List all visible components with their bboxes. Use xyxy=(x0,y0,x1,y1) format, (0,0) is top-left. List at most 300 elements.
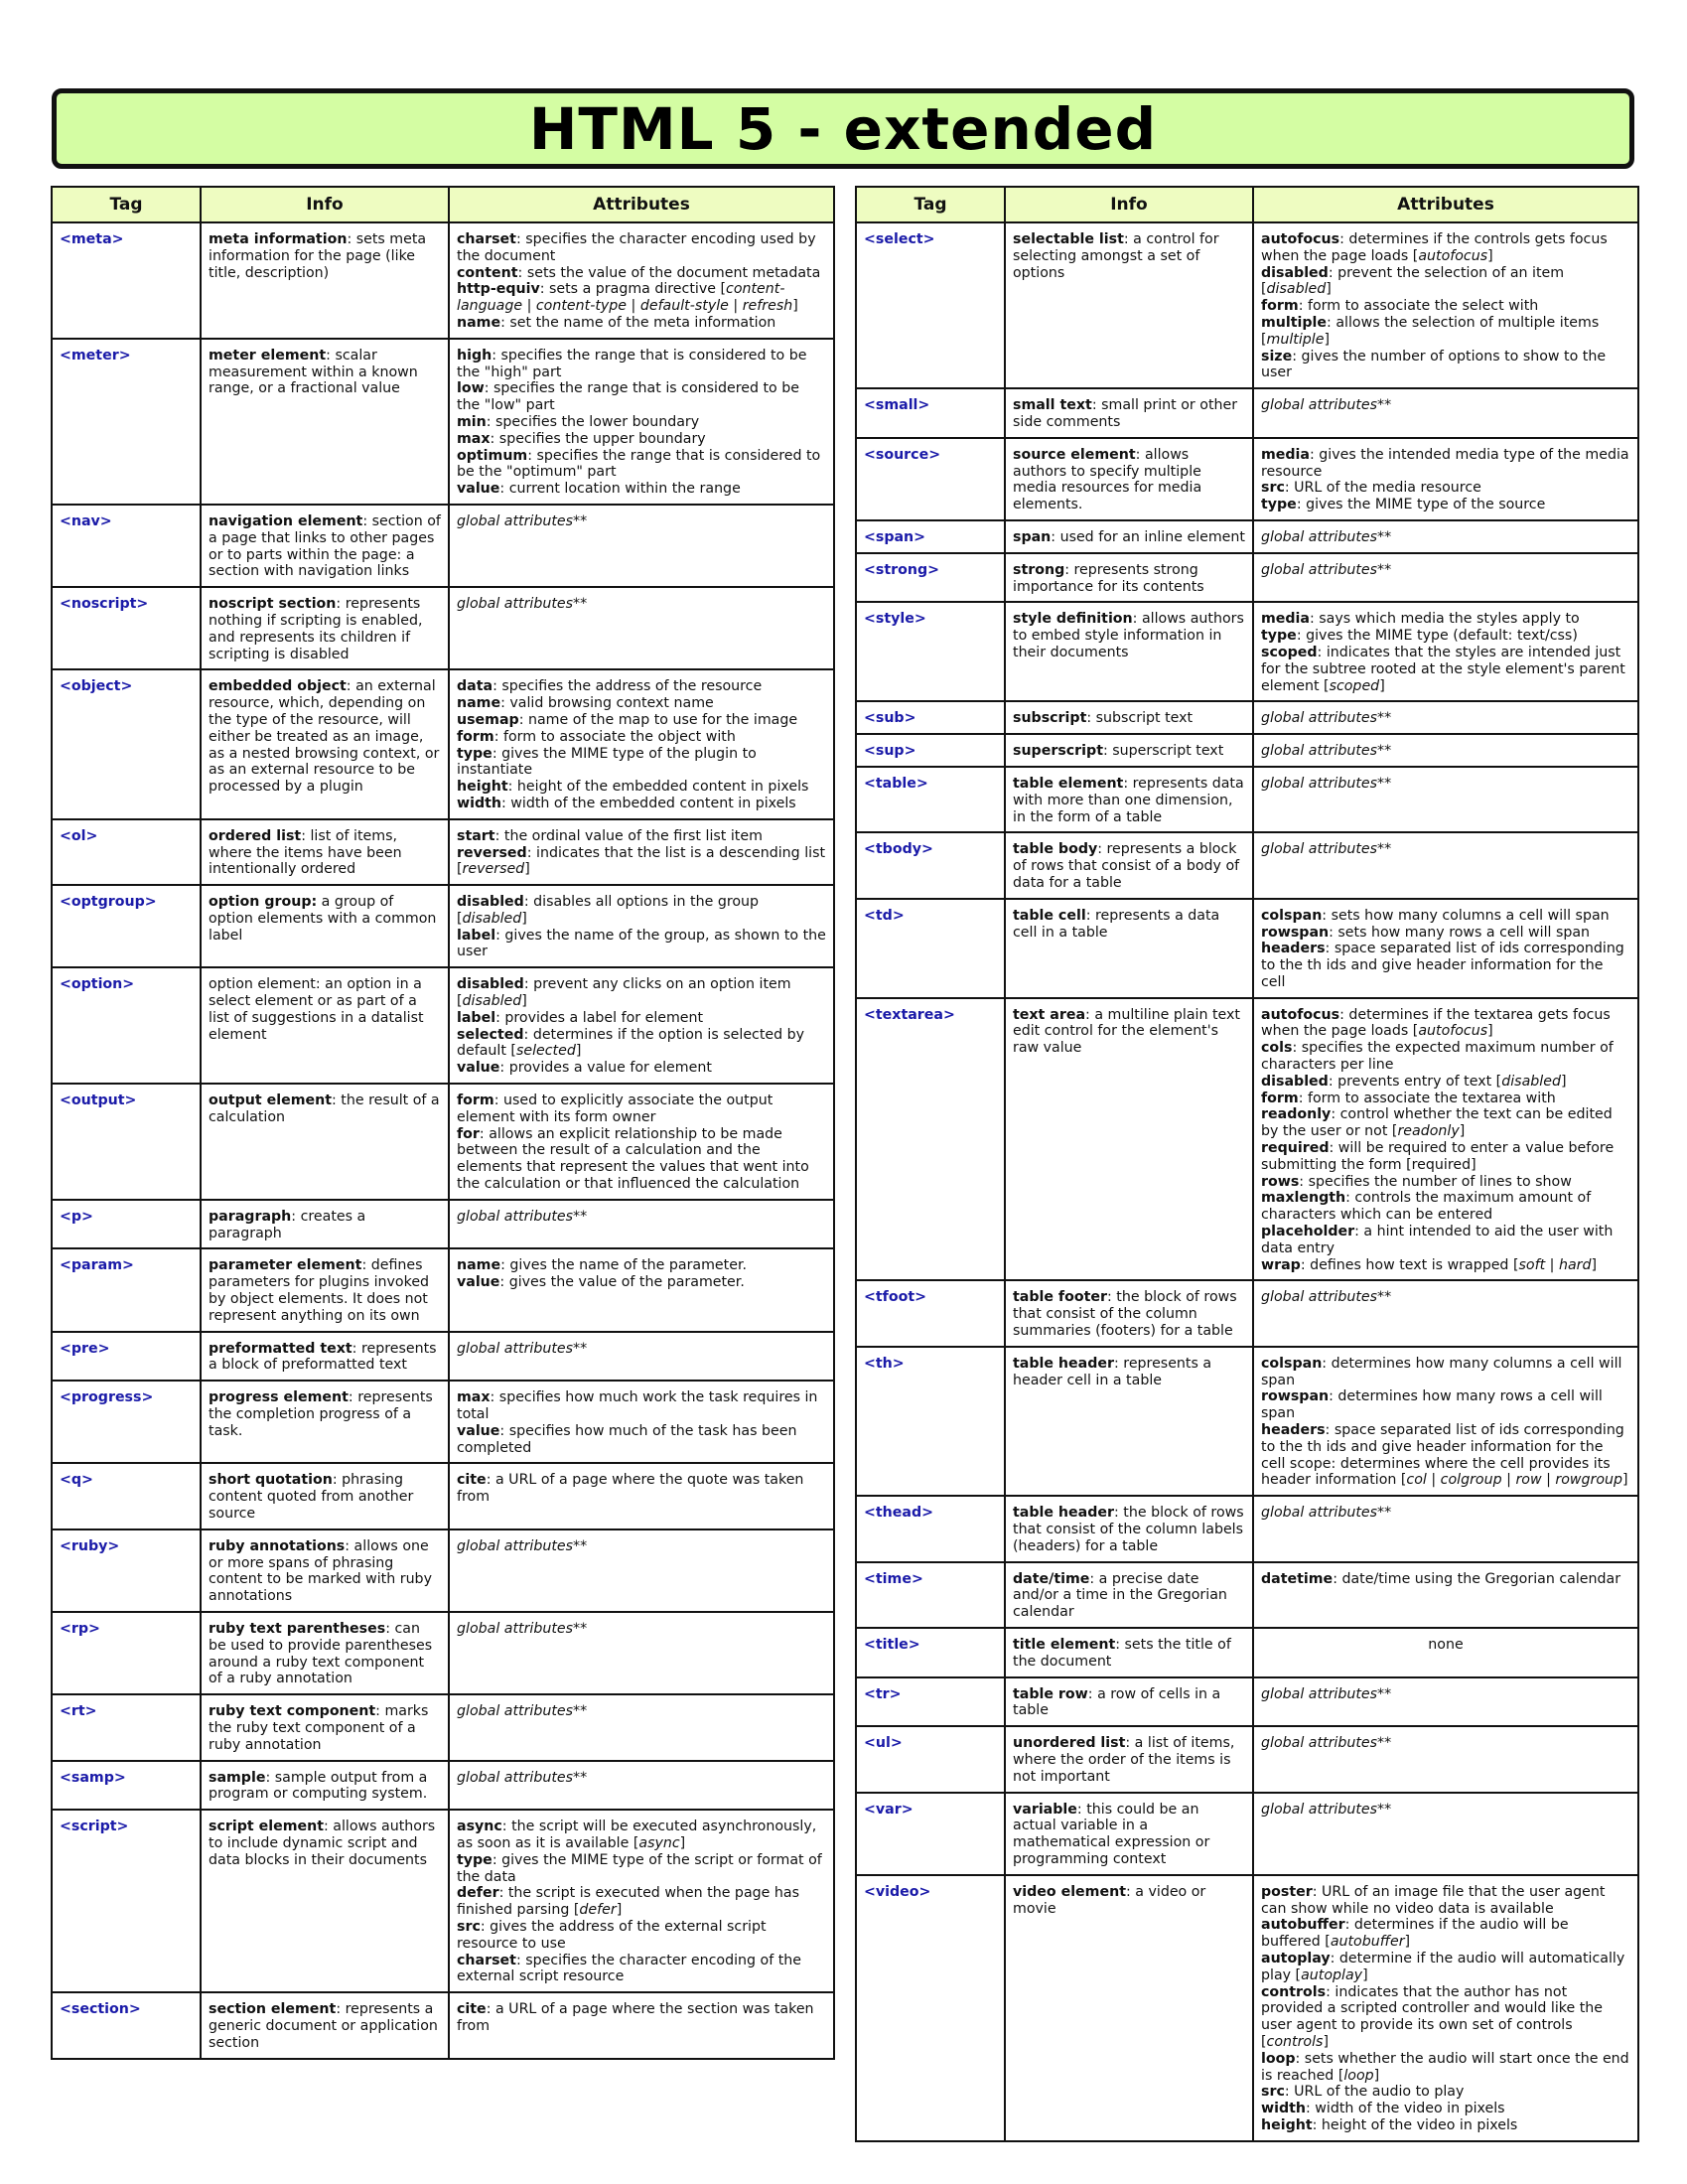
text: : a precise date and/or a time in the Gregorian calendar xyxy=(1013,1570,1227,1621)
text: global attributes** xyxy=(1261,1735,1392,1752)
tag-info xyxy=(201,885,449,967)
term: strong xyxy=(1013,561,1065,578)
text: : determines if the audio will be buffered [ xyxy=(1261,1917,1569,1951)
text: readonly xyxy=(1397,1123,1460,1140)
tag-attributes xyxy=(449,1381,834,1463)
tag-info xyxy=(1005,388,1253,438)
text: : the script will be executed asynchronously, as soon as it is available [ xyxy=(457,1819,817,1851)
tag-attributes xyxy=(1253,998,1638,1281)
term: label xyxy=(457,927,496,944)
tag-info xyxy=(1005,520,1253,553)
tag-name: <meter> xyxy=(52,339,201,505)
term: controls xyxy=(1261,1983,1327,2000)
term: autofocus xyxy=(1261,1006,1340,1023)
text: : the ordinal value of the first list item xyxy=(494,827,763,844)
tag-attributes xyxy=(1253,1793,1638,1875)
term: navigation element xyxy=(209,512,363,529)
text: ] xyxy=(1459,1123,1466,1140)
text: none xyxy=(1428,1636,1464,1653)
tag-info xyxy=(201,1761,449,1811)
term: table header xyxy=(1013,1505,1115,1522)
text: ] xyxy=(679,1834,686,1851)
term: sample xyxy=(209,1769,266,1786)
tag-info xyxy=(1005,1726,1253,1792)
text: : determine if the audio will automatically play [ xyxy=(1261,1950,1625,1983)
table-row xyxy=(52,1381,834,1463)
text: ] xyxy=(792,298,798,315)
table-row xyxy=(52,1463,834,1529)
table-row xyxy=(856,832,1638,898)
term: name xyxy=(457,695,501,712)
text: : specifies the expected maximum number of characters per line xyxy=(1261,1040,1614,1074)
term: disabled xyxy=(1261,264,1329,281)
text: | xyxy=(627,298,640,315)
text: : sample output from a program or computing system. xyxy=(209,1769,428,1803)
tag-name: <ul> xyxy=(856,1726,1005,1792)
text: : height of the video in pixels xyxy=(1312,2116,1518,2133)
term: type xyxy=(1261,628,1297,645)
text: : provides a value for element xyxy=(499,1060,712,1077)
tag-info xyxy=(1005,553,1253,603)
text: : section of a page that links to other pages or to parts within the page: a section with navigation links xyxy=(209,512,441,580)
term: parameter element xyxy=(209,1257,362,1274)
tag-attributes xyxy=(449,1761,834,1811)
tag-info xyxy=(1005,1280,1253,1346)
title-banner xyxy=(52,88,1634,169)
text: ] xyxy=(1379,677,1385,694)
term: source element xyxy=(1013,446,1136,463)
text: global attributes** xyxy=(457,1340,588,1357)
table-row xyxy=(52,222,834,339)
table-row xyxy=(52,339,834,505)
text: : defines how text is wrapped [ xyxy=(1300,1256,1519,1273)
tag-name: <var> xyxy=(856,1793,1005,1875)
tag-attributes xyxy=(449,1084,834,1200)
text: | xyxy=(1501,1472,1516,1489)
term: span xyxy=(1013,528,1052,545)
text: global attributes** xyxy=(457,1769,588,1786)
text: : specifies how much of the task has been completed xyxy=(457,1422,797,1456)
text: : specifies the character encoding used by the document xyxy=(457,231,816,264)
tag-name: <noscript> xyxy=(52,587,201,669)
text: content-type xyxy=(535,298,628,315)
text: disabled xyxy=(1501,1073,1561,1090)
term: selected xyxy=(457,1026,524,1043)
text: : gives the name of the group, as shown to the user xyxy=(457,927,826,960)
tag-attributes xyxy=(449,1612,834,1694)
text: ] xyxy=(1404,1934,1411,1951)
tag-info xyxy=(1005,222,1253,388)
tag-info xyxy=(201,1084,449,1200)
tag-name: <td> xyxy=(856,899,1005,998)
tag-info xyxy=(1005,1677,1253,1727)
tag-info xyxy=(1005,998,1253,1281)
text: : will be required to enter a value before submitting the form [required] xyxy=(1261,1140,1615,1173)
term: style definition xyxy=(1013,611,1133,628)
text: : space separated list of ids corresponding to the th ids and give header information for the cell scope: determines where the cell provides its header information [ xyxy=(1261,1422,1624,1489)
text: : date/time using the Gregorian calendar xyxy=(1333,1570,1621,1587)
term: media xyxy=(1261,611,1310,628)
term: type xyxy=(457,1851,492,1868)
tag-name: <script> xyxy=(52,1810,201,1992)
tag-name: <nav> xyxy=(52,505,201,587)
text: multiple xyxy=(1266,331,1325,348)
text: : defines parameters for plugins invoked by object elements. It does not represent anything on its own xyxy=(209,1257,430,1324)
text: | xyxy=(1426,1472,1441,1489)
text: global attributes** xyxy=(1261,775,1392,792)
table-row xyxy=(856,1875,1638,2141)
text: global attributes** xyxy=(1261,841,1392,858)
header-tag: Tag xyxy=(856,187,1005,222)
text: : gives the number of options to show to the user xyxy=(1261,348,1607,381)
term: label xyxy=(457,1009,496,1026)
text: : control whether the text can be edited by the user or not [ xyxy=(1261,1106,1613,1140)
text: : sets the value of the document metadata xyxy=(517,264,821,281)
term: defer xyxy=(457,1885,499,1902)
term: max xyxy=(457,430,491,447)
table-row xyxy=(52,1761,834,1811)
text: autobuffer xyxy=(1330,1934,1405,1951)
tag-name: <p> xyxy=(52,1200,201,1249)
tag-name: <strong> xyxy=(856,553,1005,603)
text: : URL of an image file that the user agent can show while no video data is available xyxy=(1261,1883,1606,1917)
tag-attributes xyxy=(1253,1628,1638,1677)
text: : specifies the range that is considered to be the "high" part xyxy=(457,347,807,380)
tag-info xyxy=(201,1612,449,1694)
tag-info xyxy=(1005,1628,1253,1677)
tag-attributes xyxy=(1253,1726,1638,1792)
tag-name: <pre> xyxy=(52,1332,201,1382)
term: width xyxy=(1261,2101,1307,2117)
tag-attributes xyxy=(1253,520,1638,553)
tag-info xyxy=(1005,832,1253,898)
term: reversed xyxy=(457,844,527,861)
tag-attributes xyxy=(1253,438,1638,520)
text: : a multiline plain text edit control for the element's raw value xyxy=(1013,1006,1240,1057)
tag-table-left xyxy=(51,186,835,2060)
text: global attributes** xyxy=(457,596,588,613)
text: global attributes** xyxy=(457,1537,588,1554)
table-row xyxy=(52,1332,834,1382)
text: : sets whether the audio will start once the end is reached [ xyxy=(1261,2050,1629,2084)
text: : specifies the character encoding of the external script resource xyxy=(457,1952,802,1985)
term: multiple xyxy=(1261,314,1328,331)
text: global attributes** xyxy=(1261,743,1392,760)
term: form xyxy=(457,1092,494,1109)
text: : a row of cells in a table xyxy=(1013,1685,1221,1719)
term: superscript xyxy=(1013,743,1103,760)
text: : allows authors to embed style information in their documents xyxy=(1013,611,1244,660)
term: section element xyxy=(209,2001,337,2018)
text: global attributes** xyxy=(1261,1685,1392,1702)
term: autobuffer xyxy=(1261,1917,1345,1934)
text: disabled xyxy=(1266,281,1327,298)
text: ] xyxy=(1326,281,1332,298)
text: ] xyxy=(616,1902,623,1919)
tag-attributes xyxy=(449,339,834,505)
text: : indicates that the styles are intended just for the subtree rooted at the style element's parent element [ xyxy=(1261,644,1625,694)
term: value xyxy=(457,481,500,498)
text: : represents the completion progress of a task. xyxy=(209,1389,433,1439)
tag-info xyxy=(201,669,449,818)
tag-name: <object> xyxy=(52,669,201,818)
text: global attributes** xyxy=(1261,528,1392,545)
term: disabled xyxy=(457,894,524,911)
text: ] xyxy=(1622,1472,1628,1489)
text: soft xyxy=(1518,1256,1546,1273)
tag-name: <tbody> xyxy=(856,832,1005,898)
text: : determines if the textarea gets focus when the page loads [ xyxy=(1261,1006,1611,1040)
term: type xyxy=(457,745,492,762)
term: height xyxy=(457,779,508,796)
tag-info xyxy=(201,1332,449,1382)
text: : represents strong importance for its contents xyxy=(1013,561,1204,595)
term: title element xyxy=(1013,1636,1116,1653)
tag-info xyxy=(201,587,449,669)
term: autofocus xyxy=(1261,231,1340,247)
text: reversed xyxy=(462,861,525,878)
text: ] xyxy=(1324,331,1331,348)
table-row xyxy=(52,819,834,885)
tag-info xyxy=(201,1694,449,1760)
tag-attributes xyxy=(1253,222,1638,388)
term: paragraph xyxy=(209,1208,292,1225)
tag-name: <ol> xyxy=(52,819,201,885)
tag-name: <samp> xyxy=(52,1761,201,1811)
term: data xyxy=(457,678,493,695)
table-row xyxy=(856,1628,1638,1677)
text: : determines if the option is selected by default [ xyxy=(457,1026,805,1060)
tag-info xyxy=(201,505,449,587)
text: : a control for selecting amongst a set of options xyxy=(1013,231,1219,281)
text: autofocus xyxy=(1418,247,1488,264)
text: colgroup xyxy=(1440,1472,1502,1489)
term: scoped xyxy=(1261,644,1318,660)
text: autofocus xyxy=(1418,1023,1488,1040)
table-row xyxy=(52,587,834,669)
tag-attributes xyxy=(1253,1562,1638,1628)
text: ] xyxy=(524,861,530,878)
term: rows xyxy=(1261,1173,1300,1190)
text: : indicates that the author has not provided a scripted controller and would like the user agent to provide its own set of controls [ xyxy=(1261,1983,1604,2050)
text: : sets how many rows a cell will span xyxy=(1329,924,1591,941)
term: table row xyxy=(1013,1685,1088,1702)
tag-attributes xyxy=(1253,832,1638,898)
text: row xyxy=(1515,1472,1542,1489)
tag-info xyxy=(1005,602,1253,701)
term: src xyxy=(457,1918,481,1935)
term: date/time xyxy=(1013,1570,1090,1587)
text: : represents a data cell in a table xyxy=(1013,907,1220,941)
text: : represents data with more than one dimension, in the form of a table xyxy=(1013,775,1244,825)
tag-info xyxy=(201,1810,449,1992)
text: : represents a block of rows that consist of a body of data for a table xyxy=(1013,841,1240,891)
tag-name: <thead> xyxy=(856,1496,1005,1561)
tag-name: <span> xyxy=(856,520,1005,553)
text: : determines how many columns a cell will span xyxy=(1261,1355,1622,1388)
term: size xyxy=(1261,348,1293,364)
text: : used to explicitly associate the output element with its form owner xyxy=(457,1092,773,1125)
text: : specifies the number of lines to show xyxy=(1299,1173,1572,1190)
tag-info xyxy=(201,1529,449,1612)
term: selectable list xyxy=(1013,231,1124,247)
tag-info xyxy=(201,967,449,1084)
text: : gives the address of the external script resource to use xyxy=(457,1918,767,1952)
term: wrap xyxy=(1261,1256,1301,1273)
text: : a URL of a page where the section was taken from xyxy=(457,2001,814,2034)
tag-attributes xyxy=(1253,553,1638,603)
tag-attributes xyxy=(449,505,834,587)
header-row xyxy=(856,187,1638,222)
text: ] xyxy=(1591,1256,1598,1273)
text: : represents a generic document or application section xyxy=(209,2001,438,2051)
term: form xyxy=(457,728,494,745)
text: global attributes** xyxy=(1261,1801,1392,1818)
term: headers xyxy=(1261,941,1326,957)
tag-rows xyxy=(856,222,1638,2141)
tag-attributes xyxy=(449,819,834,885)
tag-name: <small> xyxy=(856,388,1005,438)
text: : creates a paragraph xyxy=(209,1208,366,1241)
text: : allows authors to specify multiple media resources for media elements. xyxy=(1013,446,1202,513)
term: loop xyxy=(1261,2050,1296,2067)
term: width xyxy=(457,795,502,811)
term: name xyxy=(457,314,501,331)
term: meta information xyxy=(209,231,348,247)
table-row xyxy=(856,1677,1638,1727)
term: colspan xyxy=(1261,1355,1323,1372)
term: table cell xyxy=(1013,907,1086,924)
tag-attributes xyxy=(449,1463,834,1529)
tag-name: <optgroup> xyxy=(52,885,201,967)
table-row xyxy=(52,1810,834,1992)
tag-info xyxy=(201,819,449,885)
tag-info xyxy=(1005,767,1253,832)
text: : an external resource, which, depending on the type of the resource, will either be treated as an image, as a nested browsing context, or as an external resource to be processed by a plugin xyxy=(209,678,440,796)
text: : disables all options in the group [ xyxy=(457,894,760,927)
text: autoplay xyxy=(1301,1966,1363,1983)
tag-name: <video> xyxy=(856,1875,1005,2141)
text: | xyxy=(728,298,743,315)
text: : specifies the range that is considered to be the "optimum" part xyxy=(457,447,821,481)
term: ruby annotations xyxy=(209,1537,346,1554)
tag-attributes xyxy=(449,587,834,669)
text: : sets meta information for the page (like title, description) xyxy=(209,231,427,281)
text: : gives the value of the parameter. xyxy=(499,1274,745,1291)
table-row xyxy=(52,505,834,587)
tag-attributes xyxy=(449,1248,834,1331)
text: : sets how many columns a cell will span xyxy=(1322,907,1610,924)
text: : gives the MIME type of the script or format of the data xyxy=(457,1851,822,1885)
text: : valid browsing context name xyxy=(500,695,714,712)
table-row xyxy=(52,1248,834,1331)
term: rowspan xyxy=(1261,924,1330,941)
text: : gives the MIME type of the plugin to instantiate xyxy=(457,745,757,779)
text: async xyxy=(638,1834,680,1851)
tag-name: <select> xyxy=(856,222,1005,388)
tag-name: <time> xyxy=(856,1562,1005,1628)
term: optimum xyxy=(457,447,528,464)
text: : superscript text xyxy=(1102,743,1224,760)
tag-attributes xyxy=(1253,701,1638,734)
tag-attributes xyxy=(449,222,834,339)
text: : current location within the range xyxy=(499,481,741,498)
text: : name of the map to use for the image xyxy=(518,711,798,728)
text: ] xyxy=(1487,247,1493,264)
text: loop xyxy=(1343,2067,1374,2084)
tag-name: <textarea> xyxy=(856,998,1005,1281)
tag-info xyxy=(1005,1347,1253,1496)
table-row xyxy=(52,1694,834,1760)
term: content xyxy=(457,264,518,281)
tag-info xyxy=(201,222,449,339)
table-row xyxy=(856,438,1638,520)
text: : marks the ruby text component of a ruby annotation xyxy=(209,1703,429,1753)
table-row xyxy=(52,1992,834,2058)
term: disabled xyxy=(1261,1073,1329,1090)
term: charset xyxy=(457,1952,516,1968)
term: script element xyxy=(209,1819,324,1835)
text: : can be used to provide parentheses around a ruby text component of a ruby annotation xyxy=(209,1620,433,1687)
tag-info xyxy=(1005,1793,1253,1875)
text: global attributes** xyxy=(1261,710,1392,727)
text: : subscript text xyxy=(1086,710,1194,727)
text: : a URL of a page where the quote was taken from xyxy=(457,1472,804,1506)
tag-name: <sub> xyxy=(856,701,1005,734)
term: table element xyxy=(1013,775,1124,792)
text: ] xyxy=(1487,1023,1493,1040)
text: ] xyxy=(1362,1966,1368,1983)
term: low xyxy=(457,380,485,397)
tag-name: <source> xyxy=(856,438,1005,520)
term: src xyxy=(1261,2084,1285,2101)
term: disabled xyxy=(457,976,524,993)
text: ] xyxy=(521,910,527,927)
tag-info xyxy=(201,1381,449,1463)
text: : provides a label for element xyxy=(495,1009,704,1026)
text: global attributes** xyxy=(457,1208,588,1225)
tag-attributes xyxy=(449,1694,834,1760)
tag-attributes xyxy=(1253,899,1638,998)
text: : URL of the audio to play xyxy=(1284,2084,1465,2101)
text: : represents a block of preformatted text xyxy=(209,1340,437,1374)
text: default-style xyxy=(639,298,729,315)
text: : gives the MIME type (default: text/css) xyxy=(1296,628,1578,645)
tag-attributes xyxy=(449,967,834,1084)
term: http-equiv xyxy=(457,281,540,298)
text: : space separated list of ids corresponding to the th ids and give header information for the cell xyxy=(1261,941,1624,990)
text: : determines how many rows a cell will span xyxy=(1261,1388,1603,1422)
term: table body xyxy=(1013,841,1098,858)
table-row xyxy=(856,222,1638,388)
tag-attributes xyxy=(449,1529,834,1612)
header-row xyxy=(52,187,834,222)
header-info: Info xyxy=(201,187,449,222)
table-row xyxy=(856,767,1638,832)
text: disabled xyxy=(462,910,522,927)
text: : a list of items, where the order of the items is not important xyxy=(1013,1735,1235,1785)
text: ] xyxy=(1373,2067,1380,2084)
text: ] xyxy=(1560,1073,1567,1090)
text: : the result of a calculation xyxy=(209,1092,440,1125)
tag-name: <output> xyxy=(52,1084,201,1200)
term: output element xyxy=(209,1092,333,1109)
table-row xyxy=(856,602,1638,701)
tag-info xyxy=(201,339,449,505)
text: : represents nothing if scripting is enabled, and represents its children if scripting is disabled xyxy=(209,596,423,662)
text: : allows the selection of multiple items [ xyxy=(1261,314,1600,348)
tag-attributes xyxy=(449,1992,834,2058)
